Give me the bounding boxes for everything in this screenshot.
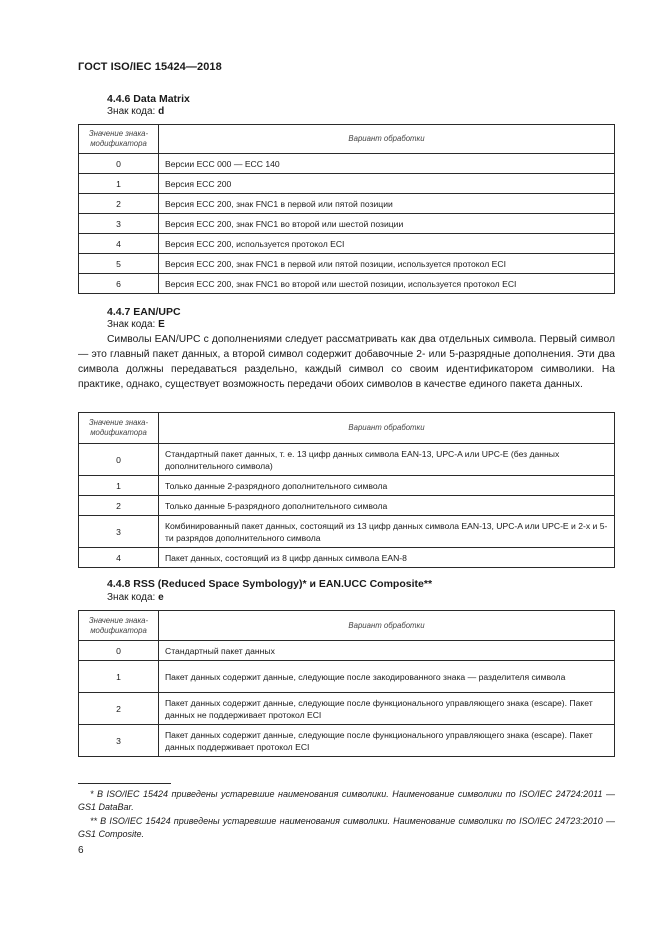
table-row [79,154,615,174]
table-row [79,496,615,516]
cell-text: Пакет данных содержит данные, следующие после закодированного знака — разделителя символа [159,661,615,693]
footnote-2: ** В ISO/IEC 15424 приведены устаревшие наименования символики. Наименование символики по ISO/IEC 24723:2010 — GS1 Composite. [78,816,615,839]
table-row [79,274,615,294]
cell-code: 3 [79,214,159,234]
table-row [79,725,615,757]
cell-text: Версия ECC 200, знак FNC1 в первой или пятой позиции [159,194,615,214]
cell-code: 4 [79,548,159,568]
code-sign-label: Знак кода: [107,319,159,330]
cell-text: Пакет данных содержит данные, следующие после функционального управляющего знака (escape). Пакет данных не поддерживает протокол ECI [159,693,615,725]
table-row [79,661,615,693]
section-4-4-6-title: 4.4.6 Data Matrix [107,93,190,105]
cell-text: Только данные 2-разрядного дополнительного символа [159,476,615,496]
table-row [79,254,615,274]
section-4-4-7-code-sign [107,319,165,330]
cell-code: 3 [79,725,159,757]
section-4-4-8-title: 4.4.8 RSS (Reduced Space Symbology)* и EAN.UCC Composite** [107,578,433,590]
header-modifier: Значение знака-модификатора [79,413,159,444]
cell-code: 4 [79,234,159,254]
table-row [79,476,615,496]
table-row [79,693,615,725]
cell-text: Пакет данных содержит данные, следующие после функционального управляющего знака (escape). Пакет данных поддерживает протокол ECI [159,725,615,757]
code-sign-value: E [158,319,165,330]
table-rss-composite [78,610,615,757]
code-sign-label: Знак кода: [107,106,159,117]
section-4-4-7-title: 4.4.7 EAN/UPC [107,306,181,318]
header-variant: Вариант обработки [159,413,615,444]
section-4-4-6-code-sign [107,106,164,117]
cell-code: 0 [79,154,159,174]
cell-code: 6 [79,274,159,294]
table-header-row [79,125,615,154]
table-row [79,174,615,194]
footnote-divider [78,783,171,784]
page-number: 6 [78,845,84,856]
cell-text: Версия ECC 200, знак FNC1 в первой или пятой позиции, используется протокол ECI [159,254,615,274]
cell-text: Только данные 5-разрядного дополнительного символа [159,496,615,516]
header-variant: Вариант обработки [159,125,615,154]
cell-text: Версия ECC 200, знак FNC1 во второй или шестой позиции [159,214,615,234]
table-row [79,641,615,661]
cell-text: Версия ECC 200 [159,174,615,194]
table-data-matrix [78,124,615,294]
section-4-4-7-paragraph: Символы EAN/UPC с дополнениями следует рассматривать как два отдельных символа. Первый символ — это главный пакет данных, а второй символ содержит добавочные 2- или 5-разрядные дополнения. Эти два символа должны передаваться раздельно, каждый символ со своим идентификатором символики. На практике, однако, существует возможность передачи обоих символов в качестве единого пакета данных. [78,334,615,390]
cell-text: Комбинированный пакет данных, состоящий из 13 цифр данных символа EAN-13, UPC-A или UPC-E и 2-х и 5-ти разрядов дополнительного символа [159,516,615,548]
section-4-4-8-code-sign [107,592,164,603]
code-sign-label: Знак кода: [107,592,159,603]
header-modifier: Значение знака-модификатора [79,611,159,641]
standard-header: ГОСТ ISO/IEC 15424—2018 [78,61,222,73]
cell-code: 0 [79,641,159,661]
table-ean-upc [78,412,615,568]
cell-code: 2 [79,194,159,214]
cell-code: 0 [79,444,159,476]
table-header-row [79,611,615,641]
cell-text: Стандартный пакет данных [159,641,615,661]
cell-text: Пакет данных, состоящий из 8 цифр данных символа EAN-8 [159,548,615,568]
table-header-row [79,413,615,444]
header-variant: Вариант обработки [159,611,615,641]
table-row [79,194,615,214]
cell-text: Версии ECC 000 — ECC 140 [159,154,615,174]
cell-code: 1 [79,476,159,496]
code-sign-value: e [158,592,164,603]
cell-text: Версия ECC 200, знак FNC1 во второй или шестой позиции, используется протокол ECI [159,274,615,294]
code-sign-value: d [158,106,165,117]
cell-code: 2 [79,693,159,725]
table-row [79,548,615,568]
cell-code: 3 [79,516,159,548]
table-row [79,516,615,548]
cell-text: Версия ECC 200, используется протокол ECI [159,234,615,254]
header-modifier: Значение знака-модификатора [79,125,159,154]
footnote-1: * В ISO/IEC 15424 приведены устаревшие наименования символики. Наименование символики по ISO/IEC 24724:2011 — GS1 DataBar. [78,789,615,812]
table-row [79,234,615,254]
cell-code: 1 [79,174,159,194]
cell-text: Стандартный пакет данных, т. е. 13 цифр данных символа EAN-13, UPC-A или UPC-E (без данных дополнительного символа) [159,444,615,476]
table-row [79,214,615,234]
cell-code: 2 [79,496,159,516]
cell-code: 5 [79,254,159,274]
cell-code: 1 [79,661,159,693]
table-row [79,444,615,476]
